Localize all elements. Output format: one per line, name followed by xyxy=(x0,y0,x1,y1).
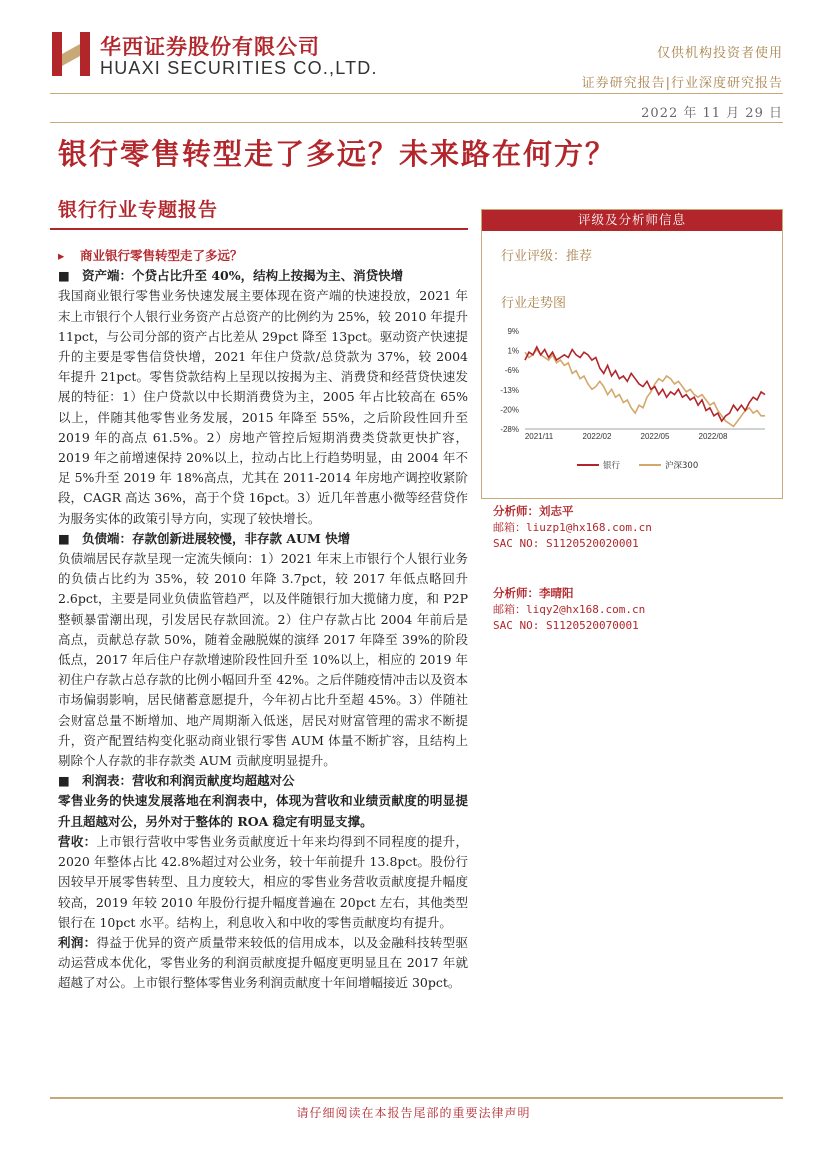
subsection-heading-income: ■ 利润表：营收和利润贡献度均超越对公 xyxy=(58,771,468,791)
assets-paragraph: 我国商业银行零售业务快速发展主要体现在资产端的快速投放，2021 年末上市银行个人银行业务资产占总资产的比例约为 25%，较 2010 年提升 11pct，与公司分部的资产占比差从 29pct 降至 13pct。驱动资产快速提升的主要是零售信贷快增，2021 年住户贷款/总贷款为 37%，较 2004 年提升 21pct。零售贷款结构上呈现以按揭为主、消费贷和经营贷快速发展的特征：1）住户贷款以中长期消费贷为主，2005 年占比较高在 65%以上，伴随其他零售业务发展，2015 年降至 55%，之后阶段性回升至 2019 年的高点 61.5%。2）房地产管控后短期消费类贷款更快扩容，2019 年之前增速保持 20%以上，拉动占比上行趋势明显，由 2004 年不足 5%升至 2019 年 18%高点，尤其在 2011-2014 年房地产调控收紧阶段，CAGR 高达 36%，高于个贷 16pct。3）近几年普惠小微等经营贷作为服务实体的政策引导方向，实现了较快增长。 xyxy=(58,288,468,526)
footer-divider xyxy=(50,1097,783,1099)
x-tick-label: 2022/08 xyxy=(698,432,728,441)
square-bullet-icon: ■ xyxy=(58,530,70,546)
x-tick-label: 2022/05 xyxy=(640,432,670,441)
audience-note: 仅供机构投资者使用 xyxy=(656,46,783,61)
analyst-card-2 xyxy=(493,585,645,635)
header-divider xyxy=(50,93,783,94)
huaxi-logo-icon xyxy=(50,30,92,78)
square-bullet-icon: ■ xyxy=(58,773,70,789)
series-line-csi300 xyxy=(525,350,765,427)
analyst-card-1 xyxy=(493,503,652,553)
y-tick-label: 1% xyxy=(507,346,519,356)
triangle-bullet-icon: ▸ xyxy=(58,248,65,263)
industry-trend-chart xyxy=(481,321,783,491)
subsection-heading-liabilities: ■ 负债端：存款创新进展较慢，非存款 AUM 快增 xyxy=(58,529,468,549)
company-name-cn: 华西证券股份有限公司 xyxy=(100,35,320,59)
revenue-paragraph: 营收：上市银行营收中零售业务贡献度近十年来均得到不同程度的提升，2020 年整体占比 42.8%超过对公业务，较十年前提升 13.8pct。股份行因较早开展零售转型、且力度较大，相应的零售业务营收贡献度提升幅度较高，2019 年较 2010 年股份行提升幅度普遍在 20pct 左右，其他类型银行在 10pct 水平。结构上，利息收入和中收的零售贡献度均有提升。 xyxy=(58,833,468,930)
analyst-email[interactable]: 邮箱：liuzp1@hx168.com.cn xyxy=(493,520,652,534)
square-bullet-icon: ■ xyxy=(58,268,70,284)
y-tick-label: -6% xyxy=(504,366,519,376)
sidebar xyxy=(481,209,783,632)
legend-label: 银行 xyxy=(603,461,621,471)
x-tick-label: 2021/11 xyxy=(524,432,554,441)
y-tick-label: 9% xyxy=(507,327,519,336)
company-name-en: HUAXI SECURITIES CO.,LTD. xyxy=(100,58,378,78)
trend-chart-title: 行业走势图 xyxy=(501,296,567,311)
series-line-bank xyxy=(525,347,765,421)
analyst-sac: SAC NO: S1120520070001 xyxy=(493,619,639,632)
y-tick-label: -28% xyxy=(500,425,519,434)
header-divider-2 xyxy=(50,122,783,123)
company-logo xyxy=(50,30,378,80)
profit-paragraph: 利润：得益于优异的资产质量带来较低的信用成本，以及金融科技转型驱动运营成本优化，零售业务的利润贡献度提升幅度更明显且在 2017 年就超越了对公。上市银行整体零售业务利润贡献度十年间增幅接近 30pct。 xyxy=(58,934,468,991)
y-tick-label: -13% xyxy=(500,385,519,395)
subsection-heading-assets: ■ 资产端：个贷占比升至 40%，结构上按揭为主、消贷快增 xyxy=(58,266,468,286)
report-date: 2022 年 11 月 29 日 xyxy=(641,106,783,121)
analyst-email[interactable]: 邮箱：liqy2@hx168.com.cn xyxy=(493,602,646,616)
income-lead-paragraph: 零售业务的快速发展落地在利润表中，体现为营收和业绩贡献度的明显提升且超越对公，另外对于整体的 ROA 稳定有明显支撑。 xyxy=(58,793,468,829)
section-heading: ▸ 商业银行零售转型走了多远？ xyxy=(58,246,468,266)
rating-box-title: 评级及分析师信息 xyxy=(481,209,783,231)
x-tick-label: 2022/02 xyxy=(582,432,612,441)
analyst-name: 分析师：刘志平 xyxy=(493,504,574,518)
profit-label: 利润： xyxy=(58,934,97,950)
revenue-label: 营收： xyxy=(58,833,97,849)
subtitle-underline xyxy=(50,228,468,230)
analyst-sac: SAC NO: S1120520020001 xyxy=(493,537,639,550)
legend-label: 沪深300 xyxy=(665,461,699,471)
report-title: 银行零售转型走了多远？未来路在何方？ xyxy=(58,137,617,171)
analyst-name: 分析师：李晴阳 xyxy=(493,586,574,600)
industry-rating: 行业评级：推荐 xyxy=(501,249,593,264)
liabilities-paragraph: 负债端居民存款呈现一定流失倾向：1）2021 年末上市银行个人银行业务的负债占比约为 35%，较 2010 年降 3.7pct，较 2017 年低点略回升 2.6pct，主要是同业负债监管趋严，以及伴随银行加大揽储力度，和 P2P 整顿暴雷潮出现，引发居民存款回流。2）住户存款占比 2004 年前后是高点，贡献总存款 50%，随着金融脱媒的演绎 2017 年降至 39%的阶段低点，2017 年后住户存款增速阶段性回升至 10%以上，相应的 2019 年初住户存款占总存款的比例小幅回升至 42%。之后伴随疫情冲击以及资本市场偏弱影响，居民储蓄意愿提升，今年初占比升至超 45%。3）伴随社会财富总量不断增加、地产周期渐入低迷，居民对财富管理的需求不断提升，资产配置结构变化驱动商业银行零售 AUM 体量不断扩容，且结构上剔除个人存款的非存款类 AUM 贡献度明显提升。 xyxy=(58,551,468,769)
legal-disclaimer: 请仔细阅读在本报告尾部的重要法律声明 xyxy=(296,1106,531,1120)
report-type: 证券研究报告|行业深度研究报告 xyxy=(581,76,783,91)
report-subtitle: 银行行业专题报告 xyxy=(58,199,219,221)
main-body xyxy=(58,246,468,994)
y-tick-label: -20% xyxy=(500,405,519,415)
